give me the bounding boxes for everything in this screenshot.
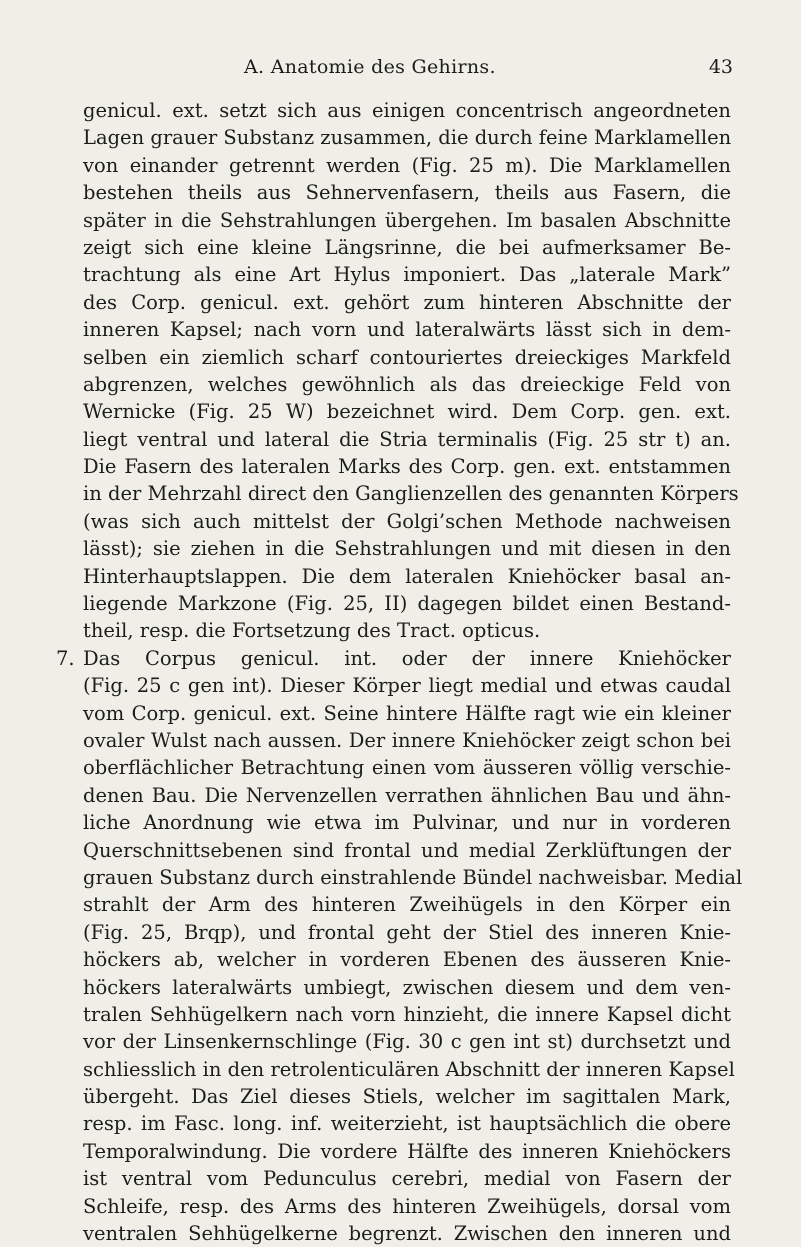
text-line: denen Bau. Die Nervenzellen verrathen ähnlichen Bau und ähn- [83,783,731,807]
page-header [0,56,801,86]
text-line: vor der Linsenkernschlinge (Fig. 30 c gen int st) durchsetzt und [83,1030,731,1054]
numbered-item [56,645,731,672]
text-line: inneren Kapsel; nach vorn und lateralwärts lässt sich in dem- [83,318,731,342]
text-line: (Fig. 25 c gen int). Dieser Körper liegt medial und etwas caudal [83,674,731,698]
text-line: oberflächlicher Betrachtung einen vom äusseren völlig verschie- [83,756,731,780]
text-line: bestehen theils aus Sehnervenfasern, theils aus Fasern, die [83,181,731,205]
text-line: liche Anordnung wie etwa im Pulvinar, und nur in vorderen [83,811,731,835]
text-line: später in die Sehstrahlungen übergehen. Im basalen Abschnitte [83,208,731,232]
text-line: Temporalwindung. Die vordere Hälfte des inneren Kniehöckers [83,1139,731,1163]
text-line: schliesslich in den retrolenticulären Abschnitt der inneren Kapsel [83,1057,735,1081]
text-line: Schleife, resp. des Arms des hinteren Zweihügels, dorsal vom [83,1194,731,1218]
text-line: höckers lateralwärts umbiegt, zwischen diesem und dem ven- [83,975,731,999]
running-title: A. Anatomie des Gehirns. [244,56,496,78]
text-line: ovaler Wulst nach aussen. Der innere Kniehöcker zeigt schon bei [83,728,731,752]
text-line: Wernicke (Fig. 25 W) bezeichnet wird. Dem Corp. gen. ext. [83,400,731,424]
text-line: abgrenzen, welches gewöhnlich als das dreieckige Feld von [83,372,731,396]
text-line: höckers ab, welcher in vorderen Ebenen des äusseren Knie- [83,948,731,972]
item-number: 7. [56,646,75,670]
text-line: (Fig. 25, Brqp), und frontal geht der Stiel des inneren Knie- [83,920,731,944]
text-line: ist ventral vom Pedunculus cerebri, medial von Fasern der [83,1167,731,1191]
text-line: in der Mehrzahl direct den Ganglienzellen des genannten Körpers [83,482,739,506]
text-line: trachtung als eine Art Hylus imponiert. Das „laterale Mark” [83,263,731,287]
text-line: resp. im Fasc. long. inf. weiterzieht, ist hauptsächlich die obere [83,1112,731,1136]
text-line: übergeht. Das Ziel dieses Stiels, welcher im sagittalen Mark, [83,1085,731,1109]
text-line: Die Fasern des lateralen Marks des Corp. gen. ext. entstammen [83,455,731,479]
text-line: Das Corpus genicul. int. oder der innere Kniehöcker [83,646,731,670]
page-number: 43 [708,56,733,78]
text-line: vom Corp. genicul. ext. Seine hintere Hälfte ragt wie ein kleiner [83,701,731,725]
text-line: (was sich auch mittelst der Golgi’schen Methode nachweisen [83,509,731,533]
text-line: selben ein ziemlich scharf contouriertes dreieckiges Markfeld [83,345,731,369]
text-line: genicul. ext. setzt sich aus einigen concentrisch angeordneten [83,99,731,122]
text-line: des Corp. genicul. ext. gehört zum hinteren Abschnitte der [83,290,731,314]
text-line: ventralen Sehhügelkerne begrenzt. Zwischen den inneren und [83,1222,731,1246]
text-line: von einander getrennt werden (Fig. 25 m). Die Marklamellen [83,153,731,177]
text-line: lässt); sie ziehen in die Sehstrahlungen und mit diesen in den [83,537,731,561]
body-text [56,97,743,1247]
text-line: tralen Sehhügelkern nach vorn hinzieht, die innere Kapsel dicht [83,1002,731,1026]
text-line: strahlt der Arm des hinteren Zweihügels in den Körper ein [83,893,731,917]
text-line: Querschnittsebenen sind frontal und medial Zerklüftungen der [83,838,731,862]
text-line: zeigt sich eine kleine Längsrinne, die bei aufmerksamer Be- [83,235,731,259]
text-line: Hinterhauptslappen. Die dem lateralen Kniehöcker basal an- [83,564,731,588]
text-line: liegt ventral und lateral die Stria terminalis (Fig. 25 str t) an. [83,427,731,451]
text-line: Lagen grauer Substanz zusammen, die durch feine Marklamellen [83,126,732,150]
text-line: liegende Markzone (Fig. 25, II) dagegen bildet einen Bestand- [83,592,731,616]
text-line: theil, resp. die Fortsetzung des Tract. opticus. [83,619,541,643]
text-line: grauen Substanz durch einstrahlende Bündel nachweisbar. Medial [83,865,743,889]
